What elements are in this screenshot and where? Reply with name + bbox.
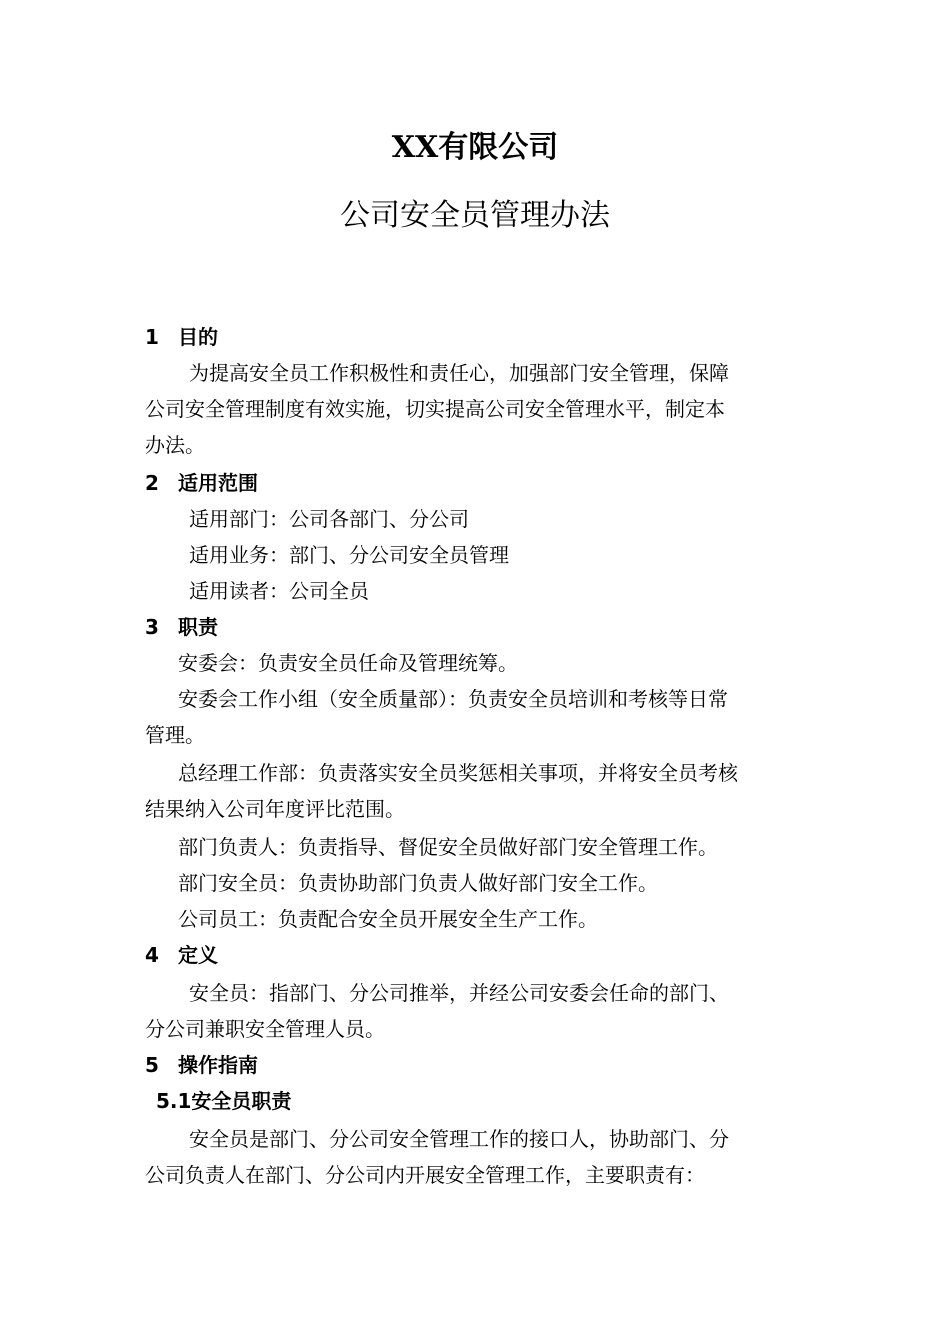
duty-line: 安委会工作小组（安全质量部）：负责安全员培训和考核等日常: [178, 687, 728, 711]
section-number: 2: [145, 471, 159, 495]
section-number: 1: [145, 325, 159, 349]
duty-line: 结果纳入公司年度评比范围。: [145, 797, 405, 821]
paragraph-line: 办法。: [145, 433, 205, 457]
section-heading-5: [145, 1050, 258, 1080]
definition-line: 分公司兼职安全管理人员。: [145, 1017, 385, 1041]
scope-line: 适用读者：公司全员: [189, 579, 369, 603]
section-number: 3: [145, 615, 159, 639]
section-number: 5: [145, 1053, 159, 1077]
paragraph-line: 公司负责人在部门、分公司内开展安全管理工作，主要职责有：: [145, 1163, 705, 1187]
scope-line: 适用业务：部门、分公司安全员管理: [189, 543, 509, 567]
paragraph-line: 安全员是部门、分公司安全管理工作的接口人，协助部门、分: [189, 1127, 729, 1151]
section-heading-3: [145, 612, 218, 642]
section-heading-1: [145, 322, 218, 352]
duty-line: 管理。: [145, 723, 205, 747]
definition-line: 安全员：指部门、分公司推举，并经公司安委会任命的部门、: [189, 981, 729, 1005]
duty-line: 安委会：负责安全员任命及管理统筹。: [178, 651, 518, 675]
paragraph-line: 为提高安全员工作积极性和责任心，加强部门安全管理，保障: [189, 361, 729, 385]
duty-line: 总经理工作部：负责落实安全员奖惩相关事项，并将安全员考核: [178, 761, 738, 785]
section-heading-4: [145, 940, 218, 970]
scope-line: 适用部门：公司各部门、分公司: [189, 507, 469, 531]
duty-line: 部门负责人：负责指导、督促安全员做好部门安全管理工作。: [178, 835, 718, 859]
paragraph-line: 公司安全管理制度有效实施，切实提高公司安全管理水平，制定本: [145, 397, 725, 421]
duty-line: 公司员工：负责配合安全员开展安全生产工作。: [178, 907, 598, 931]
section-title: 操作指南: [178, 1053, 258, 1077]
subsection-heading-5-1: 5.1安全员职责: [156, 1089, 292, 1113]
company-title: XX有限公司: [391, 130, 559, 165]
section-title: 适用范围: [178, 471, 258, 495]
section-heading-2: [145, 468, 258, 498]
document-title: 公司安全员管理办法: [340, 198, 610, 233]
section-title: 职责: [178, 615, 218, 639]
section-title: 目的: [178, 325, 218, 349]
duty-line: 部门安全员：负责协助部门负责人做好部门安全工作。: [178, 871, 658, 895]
section-title: 定义: [178, 943, 218, 967]
section-number: 4: [145, 943, 159, 967]
